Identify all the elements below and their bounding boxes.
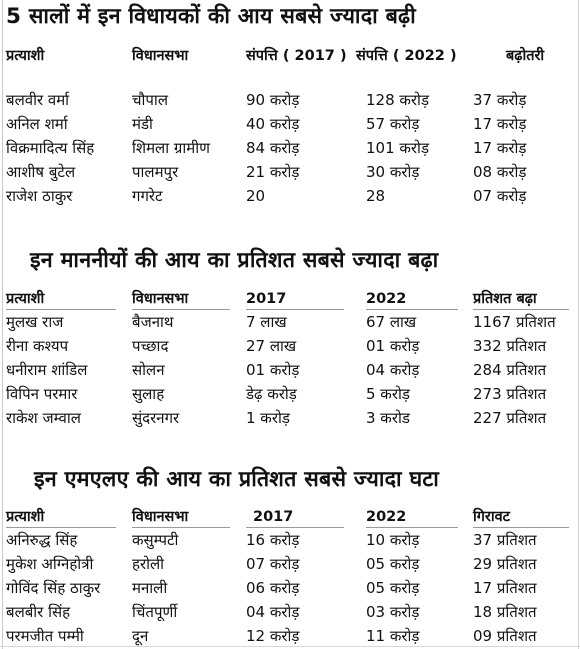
value-2022-cell: 3 करोड (366, 409, 410, 427)
decline-cell: 29 प्रतिशत (473, 555, 537, 573)
constituency-cell: हरोली (132, 555, 165, 573)
percent-cell: 332 प्रतिशत (473, 337, 547, 355)
constituency-cell: कसुम्पटी (132, 531, 179, 549)
table3-header-decline: गिरावट (473, 509, 510, 525)
candidate-cell: मुकेश अग्निहोत्री (6, 555, 94, 573)
table2-header-row (0, 287, 580, 311)
table1-header-constituency: विधानसभा (132, 48, 189, 64)
percent-cell: 284 प्रतिशत (473, 361, 547, 379)
table3-header-2017: 2017 (253, 509, 294, 525)
table-row (0, 624, 580, 648)
candidate-cell: परमजीत पम्मी (6, 627, 84, 645)
value-2022-cell: 128 करोड़ (366, 91, 429, 109)
decline-cell: 09 प्रतिशत (473, 627, 537, 645)
constituency-cell: गगरेट (132, 187, 163, 205)
table-row (0, 528, 580, 552)
table2-header-constituency: विधानसभा (132, 291, 189, 307)
candidate-cell: गोविंद सिंह ठाकुर (6, 579, 101, 597)
value-2017-cell: 84 करोड़ (246, 139, 300, 157)
percent-cell: 1167 प्रतिशत (473, 313, 556, 331)
candidate-cell: बलबीर सिंह (6, 603, 71, 621)
constituency-cell: शिमला ग्रामीण (132, 139, 210, 157)
value-2022-cell: 05 करोड़ (366, 579, 420, 597)
value-2017-cell: 20 (246, 187, 266, 205)
value-2022-cell: 05 करोड़ (366, 555, 420, 573)
table1-header-row (0, 44, 580, 68)
table2-header-2017: 2017 (246, 291, 287, 307)
value-2017-cell: 06 करोड़ (246, 579, 300, 597)
constituency-cell: पालमपुर (132, 163, 179, 181)
value-2022-cell: 57 करोड़ (366, 115, 420, 133)
candidate-cell: मुलख राज (6, 313, 64, 331)
decline-cell: 37 प्रतिशत (473, 531, 537, 549)
constituency-cell: दून (132, 627, 149, 645)
increase-cell: 08 करोड़ (473, 163, 527, 181)
table-row (0, 184, 580, 208)
value-2022-cell: 11 करोड़ (366, 627, 420, 645)
candidate-cell: राकेश जम्वाल (6, 409, 81, 427)
table-row (0, 358, 580, 382)
table3-header-2022: 2022 (366, 509, 407, 525)
decline-cell: 18 प्रतिशत (473, 603, 537, 621)
table-row (0, 406, 580, 430)
percent-cell: 273 प्रतिशत (473, 385, 547, 403)
table-row (0, 88, 580, 112)
table2-header-candidate: प्रत्याशी (6, 291, 45, 307)
value-2017-cell: 16 करोड़ (246, 531, 300, 549)
table2-header-percent-increase: प्रतिशत बढ़ा (473, 291, 537, 307)
candidate-cell: अनिल शर्मा (6, 115, 68, 133)
table-row (0, 552, 580, 576)
decline-cell: 17 प्रतिशत (473, 579, 537, 597)
table1-header-assets-2022: संपत्ति ( 2022 ) (356, 48, 457, 64)
table-row (0, 600, 580, 624)
value-2017-cell: 27 लाख (246, 337, 297, 355)
value-2017-cell: डेढ़ करोड़ (246, 385, 297, 403)
table-row (0, 136, 580, 160)
constituency-cell: चिंतपूर्णी (132, 603, 178, 621)
constituency-cell: बैजनाथ (132, 313, 174, 331)
constituency-cell: मंडी (132, 115, 153, 133)
table-row (0, 310, 580, 334)
value-2022-cell: 04 करोड़ (366, 361, 420, 379)
constituency-cell: सोलन (132, 361, 165, 379)
candidate-cell: राजेश ठाकुर (6, 187, 73, 205)
constituency-cell: मनाली (132, 579, 168, 597)
constituency-cell: पच्छाद (132, 337, 169, 355)
value-2017-cell: 04 करोड़ (246, 603, 300, 621)
value-2017-cell: 40 करोड़ (246, 115, 300, 133)
candidate-cell: विपिन परमार (6, 385, 78, 403)
table-row (0, 334, 580, 358)
table1-header-increase: बढ़ोतरी (506, 48, 545, 64)
value-2017-cell: 21 करोड़ (246, 163, 300, 181)
percent-cell: 227 प्रतिशत (473, 409, 547, 427)
candidate-cell: बलवीर वर्मा (6, 91, 70, 109)
table1-title: 5 सालों में इन विधायकों की आय सबसे ज्यादा बढ़ी (6, 4, 416, 29)
value-2022-cell: 67 लाख (366, 313, 417, 331)
table-row (0, 112, 580, 136)
value-2022-cell: 03 करोड़ (366, 603, 420, 621)
candidate-cell: अनिरुद्ध सिंह (6, 531, 78, 549)
increase-cell: 17 करोड़ (473, 139, 527, 157)
increase-cell: 37 करोड़ (473, 91, 527, 109)
table-row (0, 160, 580, 184)
candidate-cell: विक्रमादित्य सिंह (6, 139, 95, 157)
value-2017-cell: 90 करोड़ (246, 91, 300, 109)
candidate-cell: धनीराम शांडिल (6, 361, 88, 379)
value-2022-cell: 10 करोड़ (366, 531, 420, 549)
table2-header-2022: 2022 (366, 291, 407, 307)
increase-cell: 17 करोड़ (473, 115, 527, 133)
table3-header-constituency: विधानसभा (132, 509, 189, 525)
increase-cell: 07 करोड़ (473, 187, 527, 205)
value-2017-cell: 1 करोड़ (246, 409, 290, 427)
value-2017-cell: 12 करोड़ (246, 627, 300, 645)
candidate-cell: आशीष बुटेल (6, 163, 76, 181)
value-2017-cell: 7 लाख (246, 313, 287, 331)
value-2022-cell: 28 (366, 187, 386, 205)
table-row (0, 576, 580, 600)
constituency-cell: सुलाह (132, 385, 165, 403)
table3-header-candidate: प्रत्याशी (6, 509, 45, 525)
value-2022-cell: 01 करोड़ (366, 337, 420, 355)
constituency-cell: सुंदरनगर (132, 409, 180, 427)
table2-title: इन माननीयों की आय का प्रतिशत सबसे ज्यादा बढ़ा (30, 248, 439, 273)
value-2017-cell: 01 करोड़ (246, 361, 300, 379)
table1-header-candidate: प्रत्याशी (6, 48, 45, 64)
value-2017-cell: 07 करोड़ (246, 555, 300, 573)
value-2022-cell: 30 करोड़ (366, 163, 420, 181)
table1-header-assets-2017: संपत्ति ( 2017 ) (246, 48, 347, 64)
bottom-border (0, 646, 580, 647)
value-2022-cell: 5 करोड़ (366, 385, 410, 403)
candidate-cell: रीना कश्यप (6, 337, 69, 355)
table3-title: इन एमएलए की आय का प्रतिशत सबसे ज्यादा घटा (34, 467, 439, 492)
table3-header-row (0, 505, 580, 529)
value-2022-cell: 101 करोड़ (366, 139, 429, 157)
table-row (0, 382, 580, 406)
constituency-cell: चौपाल (132, 91, 168, 109)
